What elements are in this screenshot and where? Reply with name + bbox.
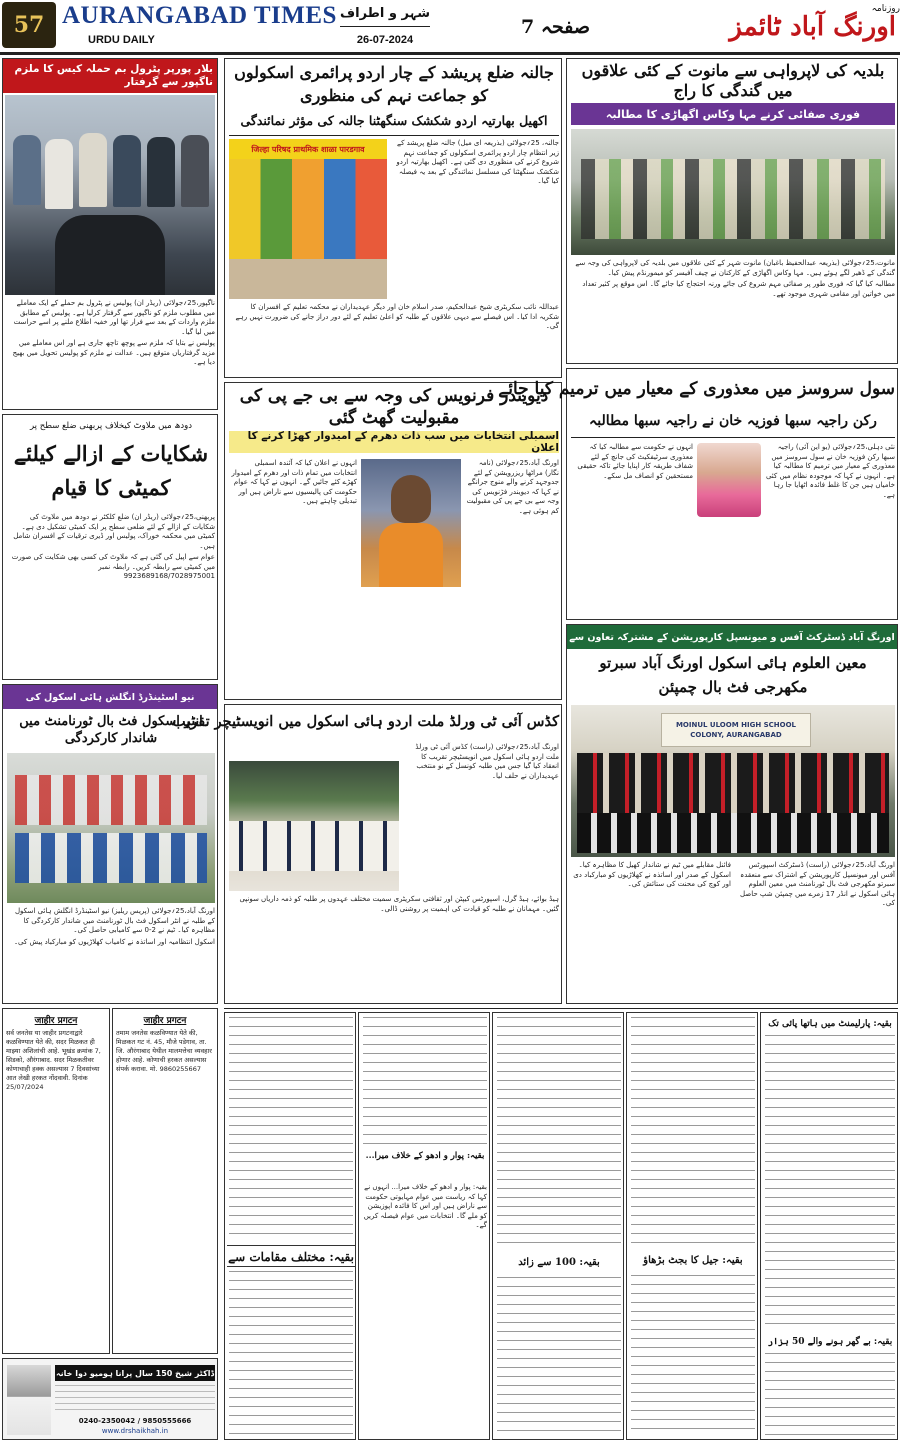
story-fadnavis [224, 382, 562, 700]
press-photo-speaker [361, 459, 461, 587]
headline: انٹر اسکول فٹ بال ٹورنامنٹ میں شاندار کارکردگی [19, 714, 203, 746]
continuation-divider [224, 1008, 898, 1009]
story-body-right [735, 861, 895, 1001]
page-number: صفحہ 7 [521, 16, 590, 38]
story-body [7, 513, 215, 677]
ad-phone: 0240-2350042 / 9850555666 [78, 1417, 192, 1425]
subhead: فوری صفائی کرنے مہا وکاس اگھاڑی کا مطالبہ [571, 103, 895, 125]
notice-body: सर्व जनतेस या जाहीर प्रगटनाद्वारे कळविण्यात येते की, सदर मिळकत ही माझ्या अशिलांची आहे. भूखंड क्रमांक 7, सिडको, औरंगाबाद. सदर मिळकतीवर कोणाचाही हक्क असल्यास 7 दिवसांच्या आत लेखी हरकत नोंदवावी. दिनांक 25/07/2024 [6, 1029, 101, 1091]
anniversary-logo [2, 2, 56, 48]
continuation-column-3 [492, 1012, 624, 1440]
continuation-column-4 [626, 1012, 758, 1440]
text-lines [631, 1275, 755, 1437]
headline: بلار پورپر پٹرول بم حملہ کیس کا ملزم ناگپور سے گرفتار [3, 59, 217, 93]
continuation-heading: بقیہ: پارلیمنٹ میں ہاتھا پائی تک [768, 1019, 892, 1029]
public-notice-1 [2, 1008, 110, 1354]
paragraph: عبداللہ نائب سکریٹری شیخ عبدالحکیم، صدر اسلام خان اور دیگر عہدیداران نے محکمہ تعلیم کے افسران کا شکریہ ادا کیا۔ اس فیصلے سے دیہی علاقوں کے طلبہ کو اعلیٰ تعلیم کے لئے دور دراز جانے کی ضرورت نہیں رہے گی۔ [235, 303, 559, 330]
text-lines [363, 1017, 487, 1145]
text-lines [631, 1017, 755, 1247]
text-lines [765, 1353, 895, 1437]
paragraph: پولیس نے بتایا کہ ملزم سے پوچھ تاچھ جاری ہے اور اس معاملے میں مزید گرفتاریاں متوقع ہیں۔ عدالت نے ملزم کو پولیس تحویل میں بھیج دیا ہے۔ [12, 339, 215, 366]
notice-body: तमाम जनतेस कळविण्यात येते की, मिळकत गट नं. 45, मौजे पडेगाव, ता. जि. औरंगाबाद येथील मालमत्तेचा व्यवहार होणार आहे. कोणाची हरकत असल्यास संपर्क करावा. मो. 9860255667 [116, 1029, 212, 1073]
paragraph: انہوں نے حکومت سے مطالبہ کیا کہ معذوری سرٹیفکیٹ کی جانچ کے لئے شفاف طریقہ کار اپنایا جائے تاکہ حقیقی مستحقین کو انصاف مل سکے۔ [577, 443, 693, 480]
subhead-rule [229, 135, 559, 136]
continuation-heading: بقیہ: جیل کا بجٹ بڑھاؤ [643, 1255, 743, 1266]
kicker: دودھ میں ملاوٹ کیخلاف پربھنی ضلع سطح پر [29, 421, 192, 431]
headline: کڈس آئی ٹی ورلڈ ملت اردو ہائی اسکول میں انویسٹیچر تقریب [171, 713, 559, 730]
subhead-rule [571, 437, 895, 438]
story-body [391, 139, 559, 299]
press-photo-football-team [7, 753, 215, 903]
paragraph: نئی دہلی،25؍جولائی (یو این آئی) راجیہ سبھا رکن فوزیہ خان نے سول سروسز میں معذوری کے معیار میں ترمیم کا مطالبہ کیا ہے۔ انہوں نے کہا کہ موجودہ نظام میں کئی خامیاں ہیں جن کا غلط فائدہ اٹھایا جا رہا ہے۔ [765, 443, 895, 499]
paragraph: فائنل مقابلے میں ٹیم نے شاندار کھیل کا مظاہرہ کیا۔ اسکول کے صدر اور اساتذہ نے کھلاڑیوں کو مبارکباد دی اور کوچ کی محنت کی ستائش کی۔ [573, 861, 731, 888]
continuation-heading: بقیہ: پوار و ادھو کے خلاف میرا... [365, 1151, 485, 1161]
headline: دیویندر فرنویس کی وجہ سے بی جے پی کی مقبولیت گھٹ گئی [239, 386, 549, 428]
paragraph: اورنگ آباد،25؍جولائی (راست) کڈس آئی ٹی ورلڈ ملت اردو ہائی اسکول میں انویسٹیچر تقریب کا انعقاد کیا گیا جس میں طلبہ کونسل کے نو منتخب عہدیداران نے حلف لیا۔ [415, 743, 559, 780]
headline: شکایات کے ازالے کیلئے کمیٹی کا قیام [13, 441, 209, 500]
press-photo-school-building [229, 139, 387, 299]
continuation-column-2 [358, 1012, 490, 1440]
paragraph: مطالبہ کیا گیا کہ فوری طور پر صفائی مہم شروع کی جائے ورنہ احتجاج کیا جائے گا۔ اس موقع پر کثیر تعداد میں خواتین اور مقامی شہری موجود تھے۔ [582, 280, 895, 298]
story-complaints-committee [2, 414, 218, 680]
paragraph: انہوں نے اعلان کیا کہ آئندہ اسمبلی انتخابات میں تمام ذات اور دھرم کے امیدوار کھڑے کئے جائیں گے۔ انہوں نے کہا کہ عوام حکومت کی پالیسیوں سے ناراض ہیں اور تبدیلی چاہتے ہیں۔ [231, 459, 357, 505]
english-title: AURANGABAD TIMES [62, 2, 337, 29]
urdu-roznama: روزنامہ [871, 4, 900, 14]
anniversary-number: 57 [13, 12, 45, 38]
press-photo-football-champions [571, 705, 895, 857]
subhead: رکن راجیہ سبھا فوزیہ خان نے راجیہ سبھا مطالبہ [589, 413, 877, 429]
headline: جالنہ ضلع پریشد کے چار اردو پرائمری اسکولوں کو جماعت نہم کی منظوری [234, 63, 554, 105]
paragraph: اورنگ آباد،25؍جولائی (پریس ریلیز) نیو اسٹینڈرڈ انگلش ہائی اسکول کے طلبہ نے انٹر اسکول فٹ بال ٹورنامنٹ میں شاندار کارکردگی کا مظاہرہ کیا۔ ٹیم نے 2-0 سے کامیابی حاصل کی۔ [14, 907, 215, 934]
headline: معین العلوم ہائی اسکول اورنگ آباد سبرتو مکھرجی فٹ بال چمپئن [599, 654, 867, 696]
story-body-right [765, 443, 895, 617]
story-body-left [229, 459, 357, 695]
story-body-left [571, 861, 731, 1001]
text-lines [497, 1277, 621, 1437]
notice-title: जाहीर प्रगटन [143, 1016, 187, 1026]
continuation-heading: بقیہ: بے گھر ہونے والے 50 ہزار [767, 1337, 893, 1347]
issue-date: 26-07-2024 [356, 34, 414, 46]
continuation-heading: بقیہ: 100 سے زائد [518, 1257, 600, 1268]
text-lines [765, 1035, 895, 1329]
subhead: اکھیل بھارتیہ اردو شکشک سنگھٹنا جالنہ کی مؤثر نمائندگی [240, 113, 548, 128]
story-body [571, 259, 895, 361]
paragraph: عوام سے اپیل کی گئی ہے کہ ملاوٹ کی کسی بھی شکایت کی صورت میں کمیٹی سے رابطہ کریں۔ رابطہ نمبر 9923689168/7028975001 [11, 553, 215, 580]
advertisement-homeopathy [2, 1358, 218, 1440]
press-photo-mp-portrait [697, 443, 761, 517]
story-body [7, 299, 215, 407]
paragraph: اورنگ آباد،25؍جولائی (نامہ نگار) مراٹھا ریزرویشن کے لئے جدوجہد کرنے والے منوج جرانگے نے کہا کہ دیویندر فڑنویس کی وجہ سے بی جے پی کی مقبولیت کم ہوئی ہے۔ [466, 459, 559, 515]
school-signboard: जिल्हा परिषद प्राथमिक शाळा पारडगाव [229, 139, 387, 159]
kicker: اورنگ آباد ڈسٹرکٹ آفس و میونسپل کارپوریشن کے مشترکہ تعاون سے [567, 625, 897, 649]
ad-website[interactable]: www.drshaikhah.in [101, 1427, 169, 1435]
story-body [7, 907, 215, 1001]
story-football-champion [566, 624, 898, 1004]
story-petrol-bomb [2, 58, 218, 410]
story-body-left [571, 443, 693, 617]
paragraph: ناگپور،25؍جولائی (ریڈر ان) پولیس نے پٹرول بم حملے کے ایک معاملے میں مطلوب ملزم کو ناگپور سے گرفتار کرلیا ہے۔ پولیس کے مطابق ملزم واردات کے بعد سے فرار تھا اور خفیہ اطلاع ملنے پر اسے حراست میں لیا گیا۔ [13, 299, 215, 336]
story-jalna-schools [224, 58, 562, 378]
subhead: اسمبلی انتخابات میں سب ذات دھرم کے امیدوار کھڑا کرنے کا اعلان [229, 431, 559, 453]
paragraph: اسکول انتظامیہ اور اساتذہ نے کامیاب کھلاڑیوں کو مبارکباد پیش کی۔ [13, 937, 215, 946]
press-photo-ceremony [229, 761, 399, 891]
notice-title: जाहीर प्रगटन [34, 1016, 78, 1026]
headline: سول سروسز میں معذوری کے معیار میں ترمیم کیا جائے [498, 379, 895, 399]
section-rule [340, 26, 430, 27]
story-body-continued [229, 895, 559, 1001]
ad-portrait-photo [7, 1365, 51, 1435]
press-photo-arrest [5, 95, 215, 295]
story-body-continued [229, 303, 559, 375]
story-body [403, 743, 559, 891]
masthead [0, 0, 900, 52]
kicker: نیو اسٹینڈرڈ انگلش ہائی اسکول کی [3, 685, 217, 709]
text-lines [229, 1271, 353, 1437]
masthead-divider [0, 52, 900, 55]
continuation-column-5 [760, 1012, 898, 1440]
text-lines [229, 1017, 353, 1241]
section-label: شہر و اطراف [340, 6, 430, 21]
paragraph: ہیڈ بوائے، ہیڈ گرل، اسپورٹس کیپٹن اور ثقافتی سکریٹری سمیت مختلف عہدوں پر طلبہ کو ذمہ داریاں سونپی گئیں۔ مہمانان نے طلبہ کو قیادت کی اہمیت پر روشنی ڈالی۔ [239, 895, 559, 913]
urdu-masthead-title: اورنگ آباد ٹائمز [729, 12, 896, 42]
press-photo-memorandum [571, 129, 895, 255]
school-banner: MOINUL ULOOM HIGH SCHOOL COLONY, AURANGABAD [661, 713, 811, 747]
paragraph: اورنگ آباد،25؍جولائی (راست) ڈسٹرکٹ اسپورٹس آفس اور میونسپل کارپوریشن کے اشتراک سے منعقدہ سبرتو مکھرجی فٹ بال ٹورنامنٹ میں معین العلوم ہائی اسکول نے انڈر 17 زمرے میں چمپئن شپ حاصل کی۔ [740, 861, 895, 907]
continuation-heading: بقیہ: مختلف مقامات سے [227, 1245, 355, 1267]
text-lines [497, 1017, 621, 1249]
story-manvat-sanitation [566, 58, 898, 364]
ad-body [55, 1385, 215, 1415]
ad-title: ڈاکٹر شیخ 150 سال پرانا ہومیو دوا خانہ [55, 1365, 215, 1381]
paragraph: پربھنی،25؍جولائی (ریڈر ان) ضلع کلکٹر نے دودھ میں ملاوٹ کی شکایات کے ازالے کے لئے ضلعی سطح پر ایک کمیٹی تشکیل دی ہے۔ کمیٹی میں محکمہ خوراک، پولیس اور ڈیری ترقیات کے افسران شامل ہیں۔ [13, 513, 215, 550]
paragraph: مانوت،25؍جولائی (بذریعہ عبدالحفیظ باغبان) مانوت شہر کے کئی علاقوں میں بلدیہ کی لاپرواہی کی وجہ سے گندگی کے ڈھیر لگے ہوئے ہیں۔ مہا وکاس اگھاڑی کے کارکنان نے چیف آفیسر کو میمورنڈم پیش کیا۔ [575, 259, 895, 277]
story-body: بقیہ: پوار و ادھو کے خلاف میرا... انہوں نے کہا کہ ریاست میں عوام مہایوتی حکومت سے ناراض ہیں اور اس کا فائدہ اپوزیشن کو ملے گا۔ انتخابات میں عوام فیصلہ کریں گے۔ [363, 1183, 487, 1229]
story-body-right [465, 459, 559, 695]
continuation-column-1 [224, 1012, 356, 1440]
headline: بلدیہ کی لاپرواہی سے مانوت کے کئی علاقوں میں گندگی کا راج [581, 61, 885, 100]
public-notice-2 [112, 1008, 218, 1354]
english-subtitle: URDU DAILY [88, 34, 155, 46]
story-investiture [171, 704, 562, 1004]
paragraph: جالنہ، 25؍جولائی (بذریعہ ای میل) جالنہ ضلع پریشد کے زیر انتظام چار اردو پرائمری اسکولوں کو جماعت نہم شروع کرنے کی منظوری دی گئی ہے۔ اکھیل بھارتیہ اردو شکشک سنگھٹنا کی مسلسل نمائندگی کے بعد یہ فیصلہ کیا گیا۔ [396, 139, 559, 185]
